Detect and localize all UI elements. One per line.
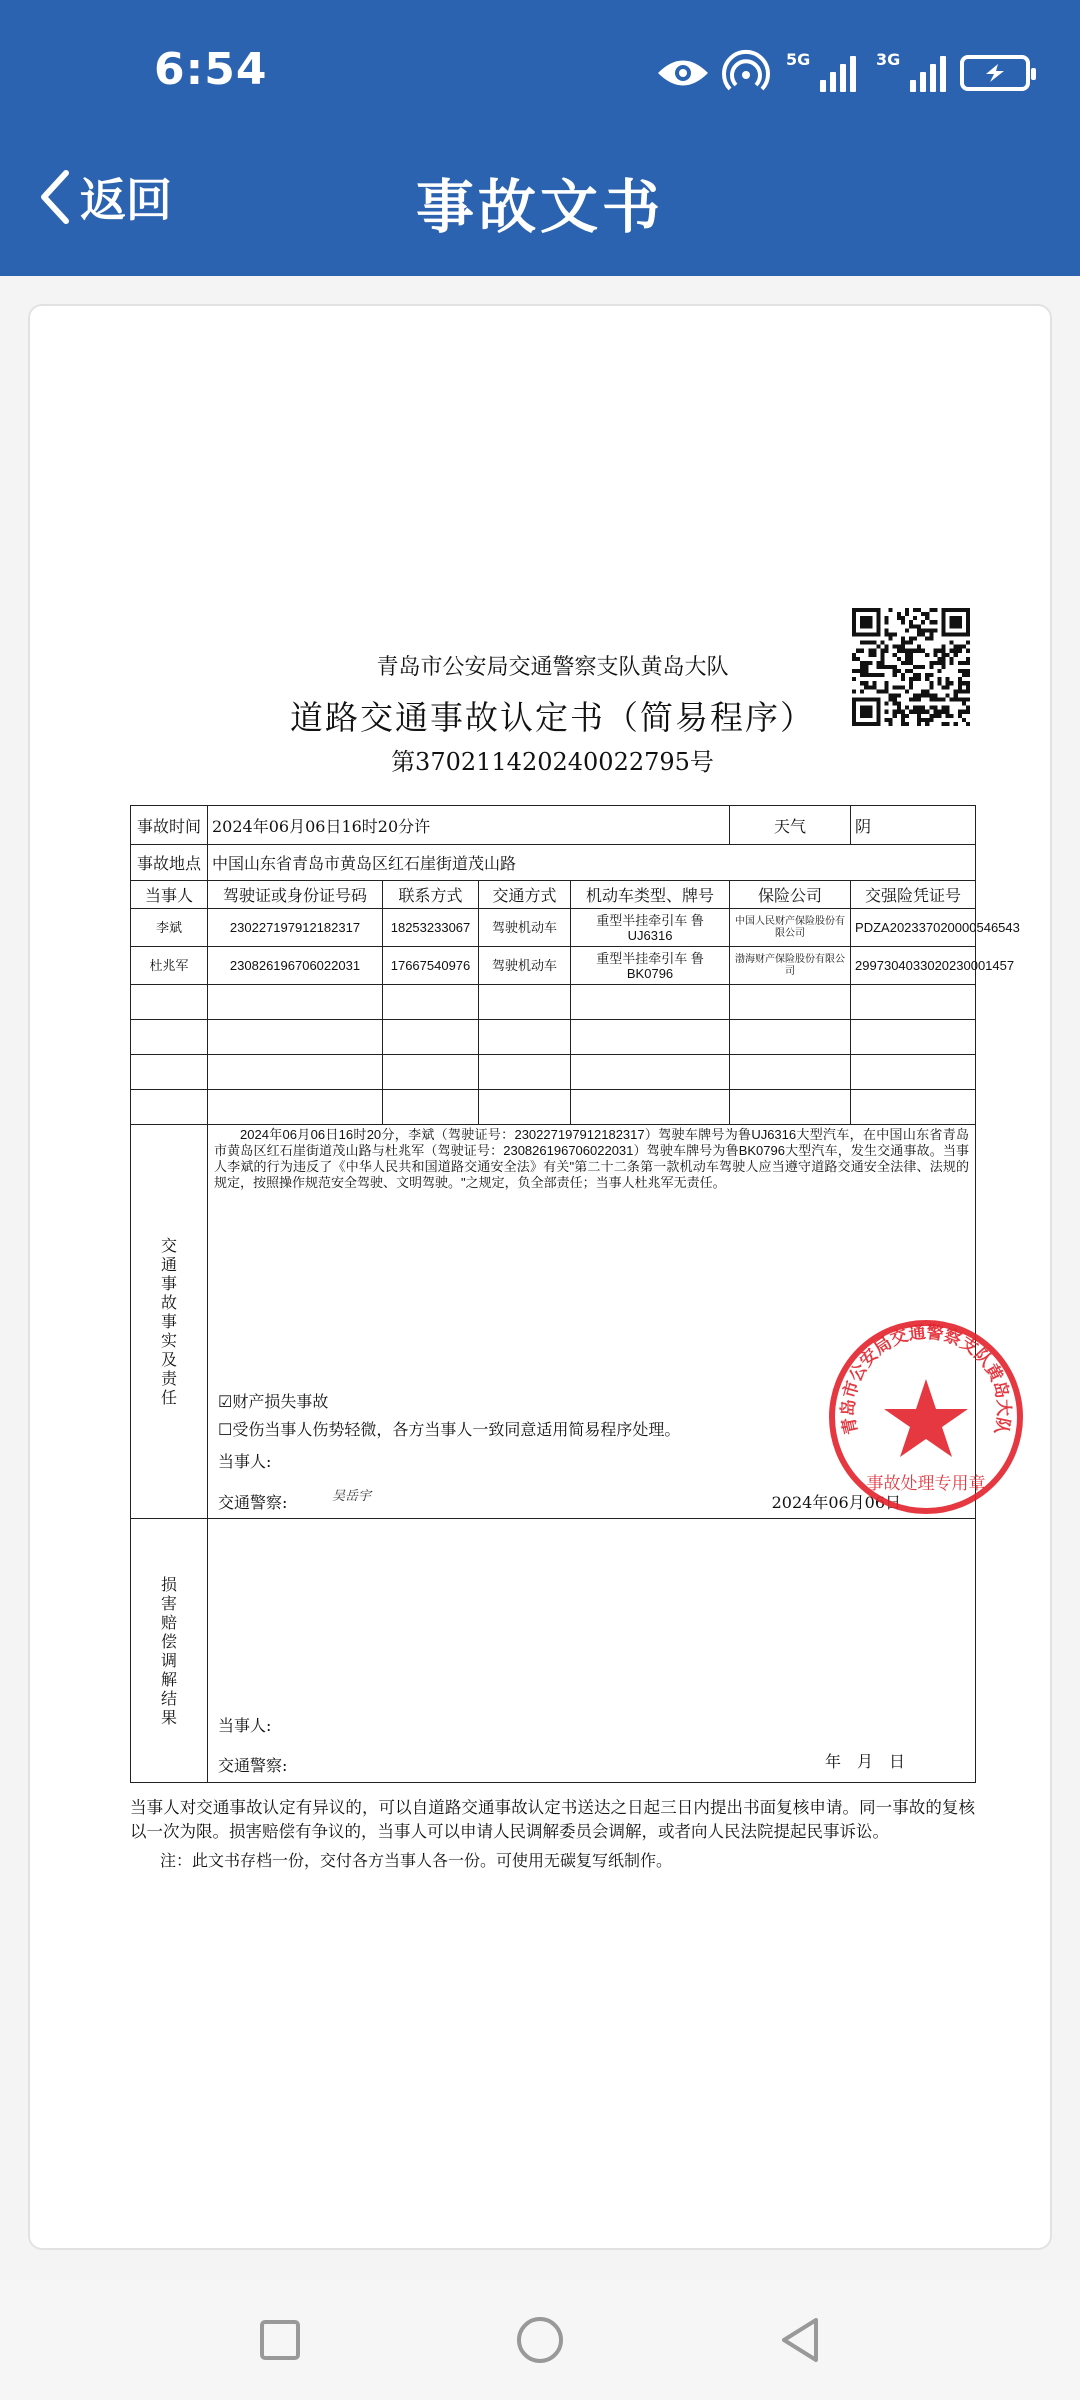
empty-row	[131, 1055, 976, 1090]
result-label: 损害赔偿调解结果	[131, 1519, 208, 1783]
col-phone: 联系方式	[383, 881, 479, 909]
party-id: 230227197912182317	[208, 909, 383, 947]
party-phone: 18253233067	[383, 909, 479, 947]
accident-form-table	[130, 805, 1020, 1783]
party-sign-label: 当事人:	[218, 1716, 272, 1735]
weather-value: 阴	[851, 806, 976, 845]
officer-label: 交通警察:	[218, 1493, 288, 1512]
app-header	[0, 0, 1080, 276]
col-license: 驾驶证或身份证号码	[208, 881, 383, 909]
weather-label: 天气	[730, 806, 851, 845]
empty-row	[131, 1020, 976, 1055]
empty-row	[131, 1090, 976, 1125]
party-vehicle: 重型半挂牵引车 鲁BK0796	[571, 947, 730, 985]
result-date: 年 月 日	[825, 1752, 906, 1771]
agency-name: 青岛市公安局交通警察支队黄岛大队	[376, 655, 729, 680]
page-title: 事故文书	[415, 173, 664, 241]
party-sign-label: 当事人:	[218, 1452, 272, 1471]
archive-note: 注：此文书存档一份，交付各方当事人各一份。可使用无碳复写纸制作。	[160, 1851, 673, 1870]
facts-label: 交通事故事实及责任	[131, 1125, 208, 1519]
party-policy: PDZA202337020000546543	[851, 909, 976, 947]
party-vehicle: 重型半挂牵引车 鲁UJ6316	[571, 909, 730, 947]
place-value: 中国山东省青岛市黄岛区红石崖街道茂山路	[208, 845, 976, 881]
party-id: 230826196706022031	[208, 947, 383, 985]
document-title: 道路交通事故认定书（简易程序）	[290, 698, 815, 737]
col-mode: 交通方式	[479, 881, 571, 909]
svg-text:事故处理专用章: 事故处理专用章	[866, 1474, 986, 1494]
facts-date: 2024年06月06日	[771, 1493, 902, 1512]
signal-3g-icon: 3G	[910, 54, 946, 92]
svg-text:青岛市公安局交通警察支队黄岛大队: 青岛市公安局交通警察支队黄岛大队	[838, 1322, 1014, 1437]
col-vehicle: 机动车类型、牌号	[571, 881, 730, 909]
battery-icon	[960, 55, 1030, 91]
officer-signature: 吴岳宇	[332, 1489, 372, 1504]
document-number: 第370211420240022795号	[391, 748, 714, 776]
officer-label: 交通警察:	[218, 1756, 288, 1775]
party-insurer: 渤海财产保险股份有限公司	[730, 947, 851, 985]
table-row	[131, 947, 976, 985]
time-value: 2024年06月06日16时20分许	[208, 806, 730, 845]
party-policy: 2997304033020230001457	[851, 947, 976, 985]
status-time: 6:54	[154, 44, 268, 95]
hotspot-icon	[724, 53, 768, 93]
minor-injury-checkbox: ☐受伤当事人伤势轻微，各方当事人一致同意适用简易程序处理。	[218, 1420, 681, 1439]
col-party: 当事人	[131, 881, 208, 909]
system-nav-bar	[0, 2280, 1080, 2400]
party-mode: 驾驶机动车	[479, 947, 571, 985]
col-policy: 交强险凭证号	[851, 881, 976, 909]
status-icons	[656, 48, 1030, 98]
official-seal	[826, 1317, 1026, 1517]
party-insurer: 中国人民财产保险股份有限公司	[730, 909, 851, 947]
property-loss-checkbox: ☑财产损失事故	[218, 1392, 329, 1411]
back-label: 返回	[80, 173, 172, 227]
home-button[interactable]	[514, 2314, 566, 2366]
facts-text: 2024年06月06日16时20分，李斌（驾驶证号：230227197912182317）驾驶车牌号为鲁UJ6316大型汽车，在中国山东省青岛市黄岛区红石崖街道茂山路与杜兆军（驾驶证号：230826196706022031）驾驶车牌号为鲁BK0796大型汽车，发生交通事故。当事人李斌的行为违反了《中华人民共和国道路交通安全法》有关"第二十二条第一款机动车驾驶人应当遵守道路交通安全法律、法规的规定，按照操作规范安全驾驶、文明驾驶。"之规定，负全部责任；当事人杜兆军无责任。	[214, 1127, 970, 1190]
party-name: 杜兆军	[131, 947, 208, 985]
place-label: 事故地点	[131, 845, 208, 881]
party-mode: 驾驶机动车	[479, 909, 571, 947]
appeal-notice: 当事人对交通事故认定有异议的，可以自道路交通事故认定书送达之日起三日内提出书面复核申请。同一事故的复核以一次为限。损害赔偿有争议的，当事人可以申请人民调解委员会调解，或者向人民法院提起民事诉讼。	[130, 1798, 975, 1841]
table-row	[131, 909, 976, 947]
time-label: 事故时间	[131, 806, 208, 845]
back-nav-button[interactable]	[776, 2314, 824, 2366]
empty-row	[131, 985, 976, 1020]
party-name: 李斌	[131, 909, 208, 947]
signal-5g-icon: 5G	[820, 54, 856, 92]
eye-icon	[656, 56, 710, 90]
recents-button[interactable]	[256, 2316, 304, 2364]
party-phone: 17667540976	[383, 947, 479, 985]
col-insurer: 保险公司	[730, 881, 851, 909]
